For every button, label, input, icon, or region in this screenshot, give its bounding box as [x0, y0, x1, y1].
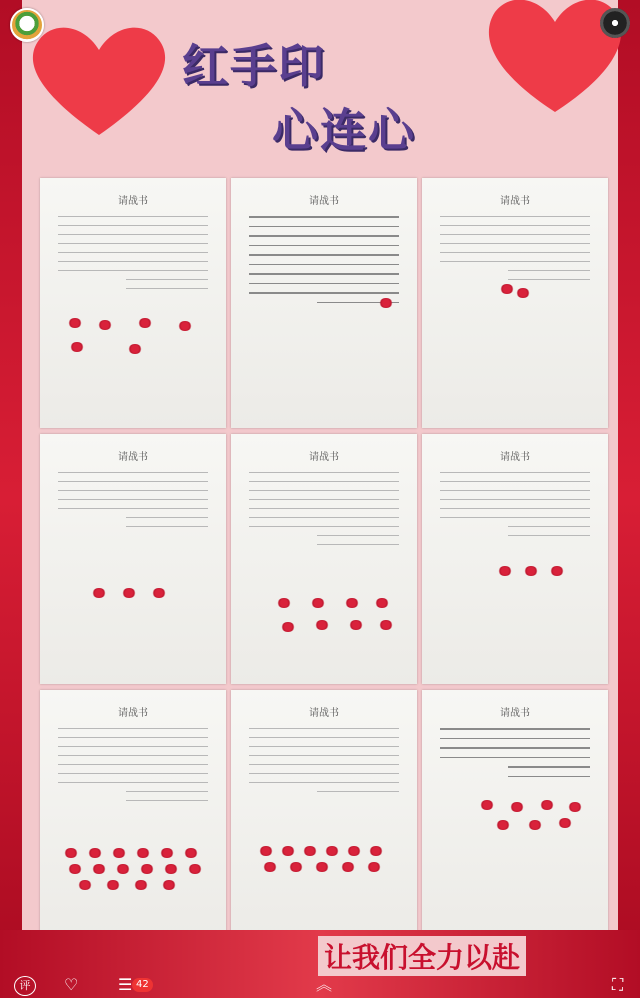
document-heading: 请战书 [500, 452, 530, 463]
slogan-text: 让我们全力以赴 [318, 936, 526, 976]
fullscreen-icon[interactable]: ⛶ [612, 975, 624, 994]
notification-badge: 42 [132, 978, 153, 992]
document-card[interactable] [40, 178, 226, 428]
heart-outline-icon[interactable]: ♡ [64, 975, 79, 994]
document-heading: 请战书 [118, 196, 148, 207]
comment-icon[interactable]: 评 [14, 976, 36, 996]
document-card[interactable] [40, 690, 226, 940]
school-logo [10, 8, 44, 42]
document-heading: 请战书 [500, 196, 530, 207]
right-red-border [618, 0, 640, 998]
menu-icon[interactable]: ☰ [118, 975, 133, 994]
document-card[interactable] [231, 434, 417, 684]
document-heading: 请战书 [118, 708, 148, 719]
title-line-2: 心连心 [272, 103, 416, 157]
document-card[interactable] [422, 690, 608, 940]
document-heading: 请战书 [309, 196, 339, 207]
document-card[interactable] [422, 178, 608, 428]
title-line-1: 红手印 [182, 39, 326, 93]
document-card[interactable] [231, 690, 417, 940]
chevron-up-icon[interactable]: ︽ [316, 975, 333, 994]
document-card[interactable] [422, 434, 608, 684]
document-heading: 请战书 [118, 452, 148, 463]
bottom-toolbar [0, 972, 640, 998]
document-heading: 请战书 [500, 708, 530, 719]
document-heading: 请战书 [309, 452, 339, 463]
music-disc-icon[interactable] [600, 8, 630, 38]
document-heading: 请战书 [309, 708, 339, 719]
document-card[interactable] [231, 178, 417, 428]
document-card[interactable] [40, 434, 226, 684]
heart-left-icon [24, 20, 174, 140]
left-red-border [0, 0, 22, 998]
